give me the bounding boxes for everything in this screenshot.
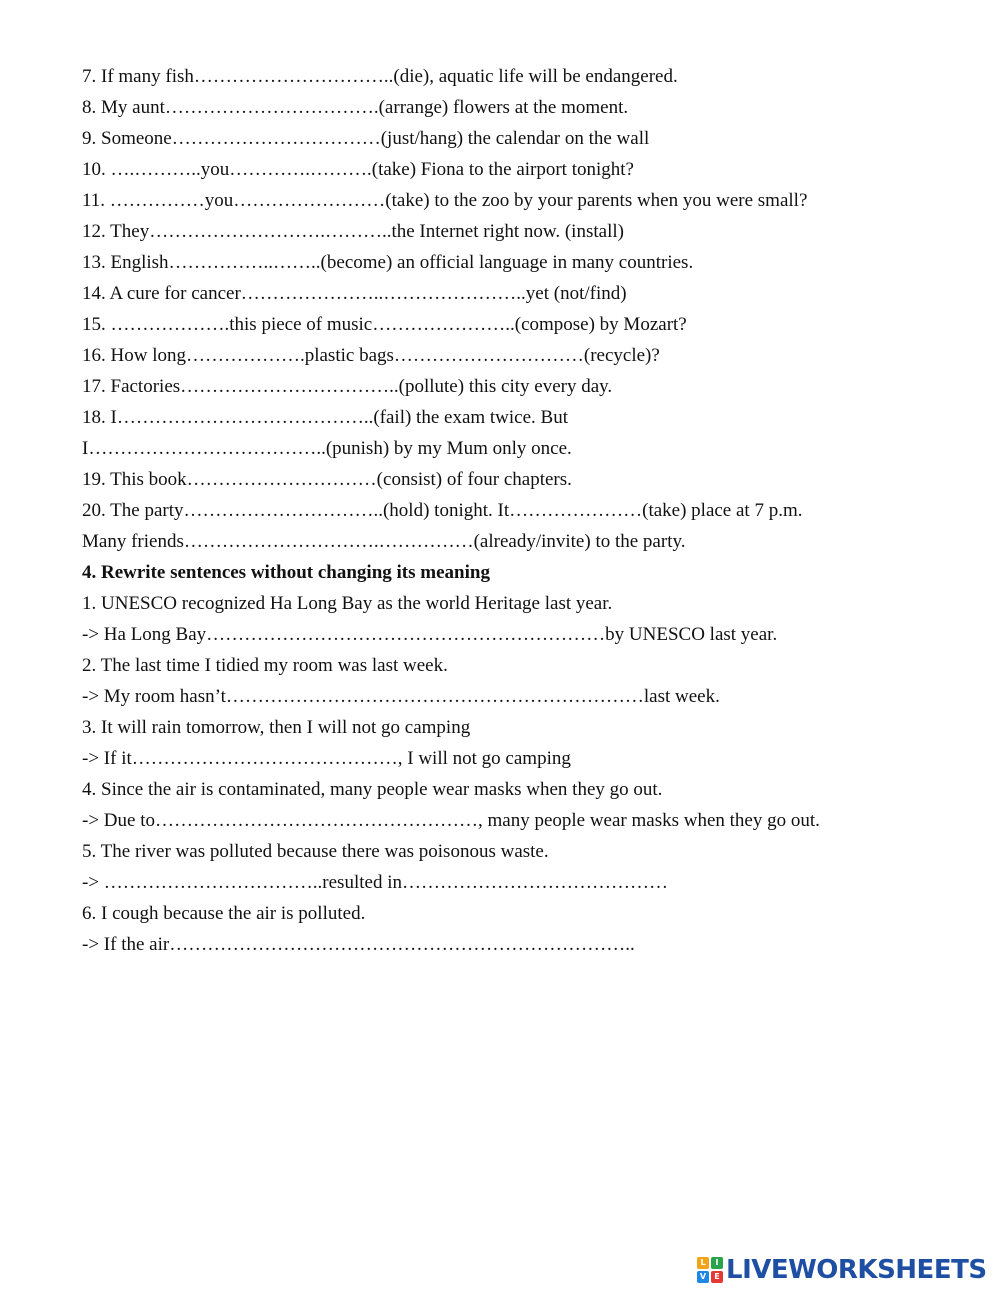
exercise-line-17: 17. Factories……………………………..(pollute) this city every day. [82, 376, 613, 397]
exercise-line-20a: 20. The party…………………………..(hold) tonight. It…………………(take) place at 7 p.m. [82, 500, 803, 521]
worksheet-page [82, 61, 982, 960]
exercise-line-11: 11. ……………you……………………(take) to the zoo by your parents when you were small? [82, 190, 808, 211]
rewrite-6-answer: -> If the air……………………………………………………………….. [82, 934, 635, 955]
rewrite-4-answer: -> Due to……………………………………………, many people wear masks when they go out. [82, 810, 820, 831]
exercise-line-15: 15. ……………….this piece of music…………………..(compose) by Mozart? [82, 314, 687, 335]
rewrite-1-original: 1. UNESCO recognized Ha Long Bay as the world Heritage last year. [82, 593, 613, 614]
exercise-line-12: 12. They……………………….………..the Internet right now. (install) [82, 221, 624, 242]
section-4-heading: 4. Rewrite sentences without changing its meaning [82, 562, 490, 583]
rewrite-2-original: 2. The last time I tidied my room was last week. [82, 655, 448, 676]
rewrite-2-answer: -> My room hasn’t…………………………………………………………last week. [82, 686, 720, 707]
rewrite-3-answer: -> If it……………………………………, I will not go camping [82, 748, 571, 769]
exercise-line-14: 14. A cure for cancer…………………..…………………..yet (not/find) [82, 283, 627, 304]
logo-block-v: V [697, 1271, 709, 1283]
exercise-line-8: 8. My aunt…………………………….(arrange) flowers at the moment. [82, 97, 629, 118]
exercise-line-16: 16. How long……………….plastic bags…………………………(recycle)? [82, 345, 660, 366]
logo-block-i: I [711, 1257, 723, 1269]
exercise-line-9: 9. Someone……………………………(just/hang) the calendar on the wall [82, 128, 650, 149]
rewrite-6-original: 6. I cough because the air is polluted. [82, 903, 366, 924]
exercise-line-20b: Many friends………………………….……………(already/invite) to the party. [82, 531, 686, 552]
rewrite-5-answer: -> ……………………………..resulted in…………………………………… [82, 872, 668, 893]
logo-text: LIVEWORKSHEETS [726, 1255, 987, 1285]
exercise-line-13: 13. English……………..……..(become) an official language in many countries. [82, 252, 694, 273]
exercise-line-18a: 18. I…………………………………..(fail) the exam twice. But [82, 407, 569, 428]
rewrite-5-original: 5. The river was polluted because there was poisonous waste. [82, 841, 549, 862]
exercise-line-7: 7. If many fish…………………………..(die), aquatic life will be endangered. [82, 66, 678, 87]
rewrite-1-answer: -> Ha Long Bay………………………………………………………by UNESCO last year. [82, 624, 778, 645]
logo-block-e: E [711, 1271, 723, 1283]
rewrite-3-original: 3. It will rain tomorrow, then I will not go camping [82, 717, 471, 738]
exercise-line-19: 19. This book…………………………(consist) of four chapters. [82, 469, 572, 490]
logo-blocks-icon [697, 1257, 723, 1283]
exercise-line-10: 10. ….………..you………….……….(take) Fiona to the airport tonight? [82, 159, 634, 180]
liveworksheets-logo [697, 1254, 987, 1286]
exercise-line-18b: I………………………………..(punish) by my Mum only once. [82, 438, 572, 459]
rewrite-4-original: 4. Since the air is contaminated, many people wear masks when they go out. [82, 779, 663, 800]
logo-block-l: L [697, 1257, 709, 1269]
